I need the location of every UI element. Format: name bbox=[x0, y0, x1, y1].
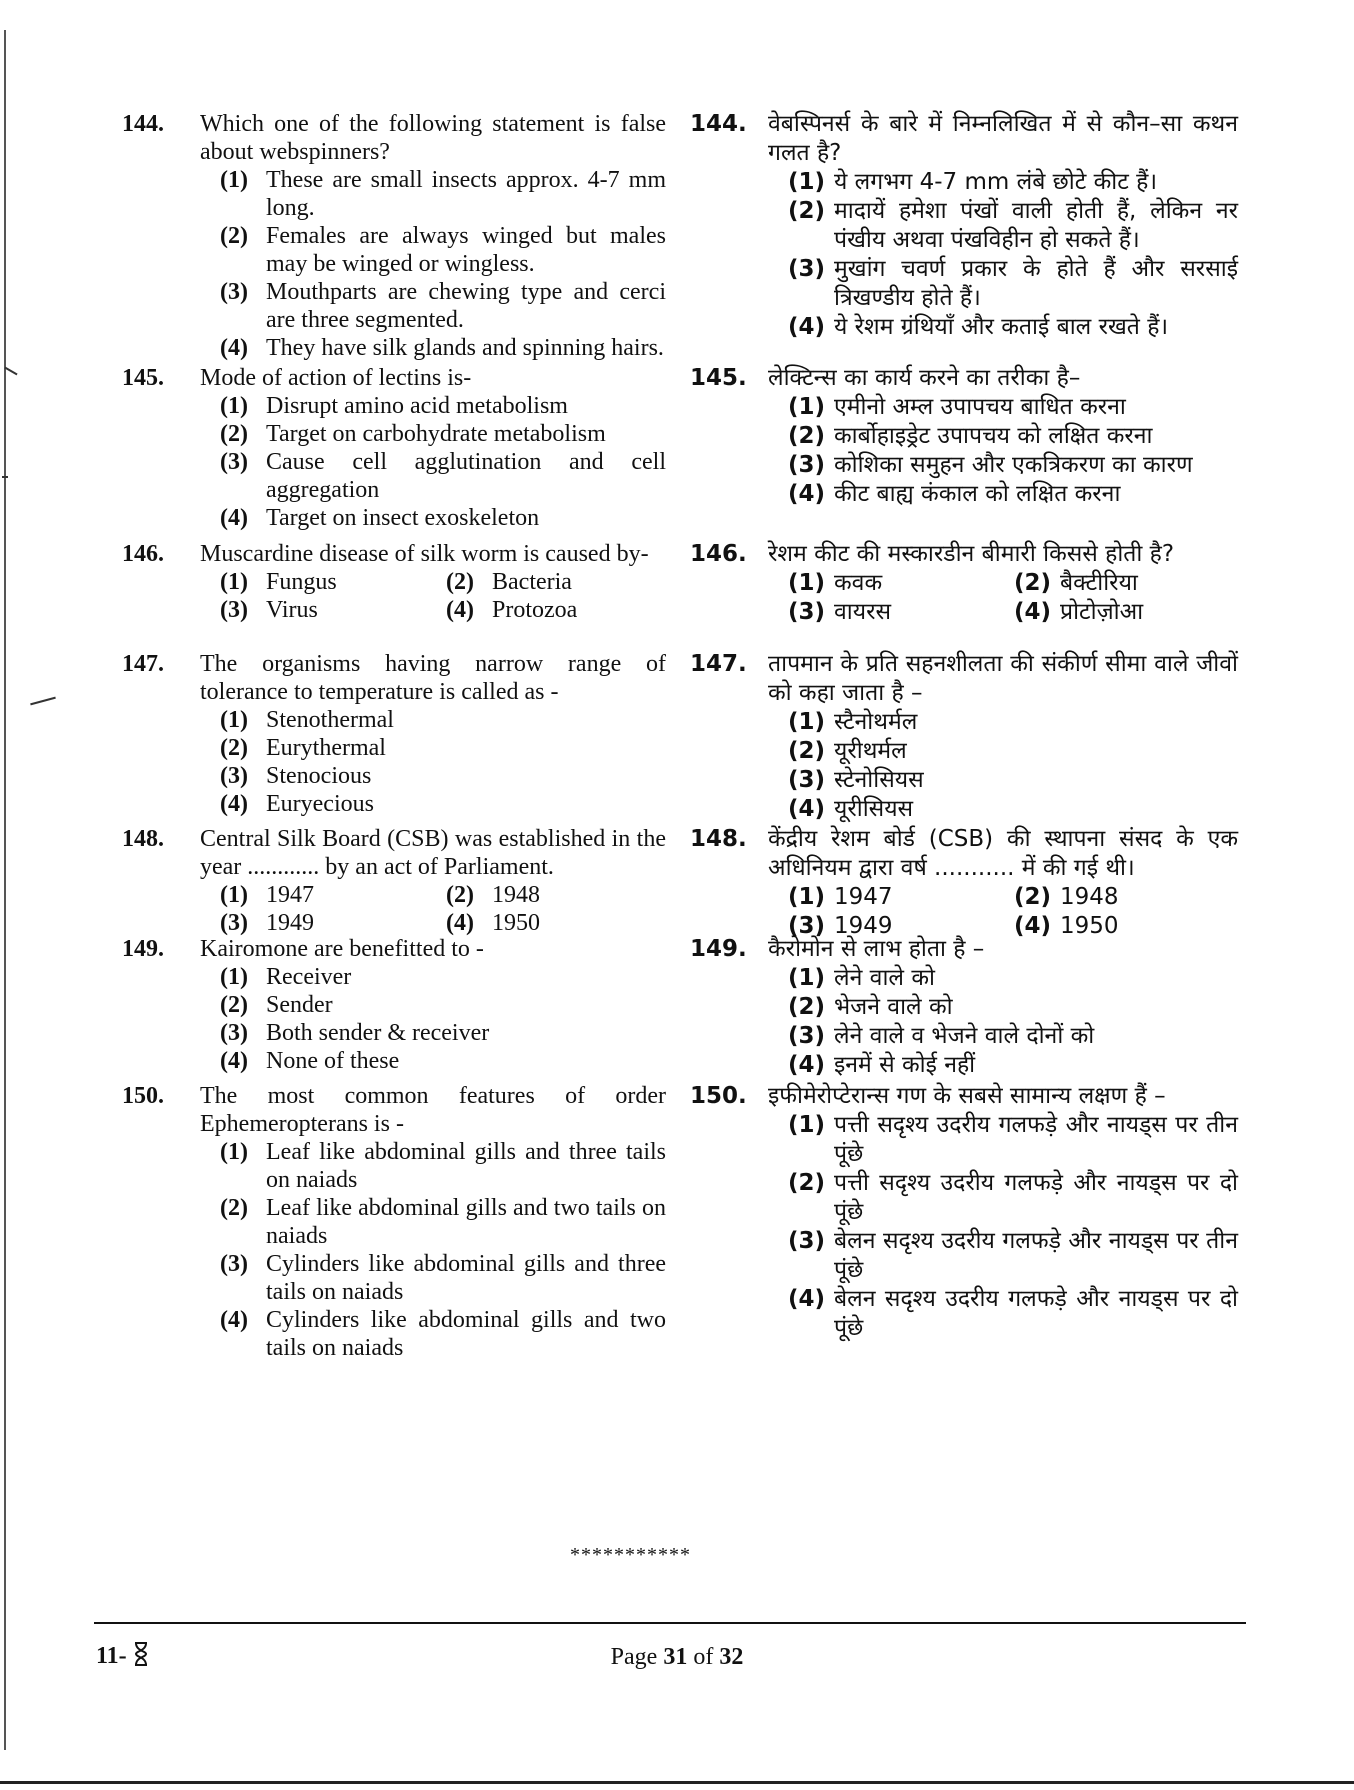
option-text: Virus bbox=[266, 597, 318, 623]
option-number: (2) bbox=[220, 223, 248, 249]
option-4 bbox=[788, 1051, 1238, 1080]
question-149 bbox=[690, 935, 1238, 1080]
question-150 bbox=[690, 1082, 1238, 1343]
option-text: Target on insect exoskeleton bbox=[266, 505, 540, 531]
option-text: Protozoa bbox=[492, 597, 578, 623]
paper-code-text: 11- bbox=[96, 1643, 127, 1669]
option-3 bbox=[220, 762, 666, 790]
question-144 bbox=[690, 110, 1238, 342]
option-text: पत्ती सदृश्य उदरीय गलफड़े और नायड्स पर दो पूंछे bbox=[834, 1170, 1238, 1225]
option-text: Fungus bbox=[266, 569, 337, 595]
option-number: (2) bbox=[788, 198, 826, 224]
question-text: The organisms having narrow range of tolerance to temperature is called as - bbox=[200, 651, 666, 705]
option-text: 1949 bbox=[266, 910, 314, 936]
option-1 bbox=[788, 168, 1238, 197]
option-text: लेने वाले को bbox=[834, 965, 935, 991]
option-2 bbox=[220, 420, 666, 448]
option-2 bbox=[446, 881, 666, 909]
question-text: Central Silk Board (CSB) was established in the year ............ by an act of Parliament. bbox=[200, 826, 666, 880]
question-146 bbox=[690, 540, 1238, 627]
option-text: Cause cell agglutination and cell aggregation bbox=[266, 449, 666, 503]
option-text: 1948 bbox=[1060, 884, 1119, 910]
option-2 bbox=[220, 991, 666, 1019]
options-list bbox=[122, 392, 666, 532]
option-4 bbox=[788, 313, 1238, 342]
option-number: (4) bbox=[788, 314, 826, 340]
options-list bbox=[122, 963, 666, 1075]
options-list bbox=[122, 568, 666, 624]
option-number: (4) bbox=[788, 481, 826, 507]
option-4 bbox=[446, 909, 666, 937]
options-list bbox=[690, 393, 1238, 509]
question-150 bbox=[122, 1082, 666, 1362]
option-1 bbox=[788, 569, 1014, 598]
option-text: भेजने वाले को bbox=[834, 994, 953, 1020]
option-number: (2) bbox=[788, 994, 826, 1020]
option-text: कीट बाह्य कंकाल को लक्षित करना bbox=[834, 481, 1121, 507]
option-text: स्टैनोथर्मल bbox=[834, 709, 918, 735]
option-number: (4) bbox=[220, 1048, 248, 1074]
option-number: (4) bbox=[446, 910, 474, 936]
option-1 bbox=[220, 568, 446, 596]
option-number: (4) bbox=[788, 1286, 826, 1312]
question-text: लेक्टिन्स का कार्य करने का तरीका है– bbox=[768, 365, 1081, 391]
option-number: (2) bbox=[220, 421, 248, 447]
option-text: 1950 bbox=[1060, 913, 1119, 939]
question-number: 148. bbox=[122, 826, 164, 852]
option-2 bbox=[788, 422, 1238, 451]
option-4 bbox=[788, 1285, 1238, 1343]
option-number: (2) bbox=[788, 738, 826, 764]
option-4 bbox=[1014, 598, 1238, 627]
question-text: Mode of action of lectins is- bbox=[200, 365, 472, 391]
question-text: रेशम कीट की मस्कारडीन बीमारी किससे होती है? bbox=[768, 541, 1175, 567]
option-1 bbox=[220, 706, 666, 734]
question-147 bbox=[122, 650, 666, 818]
option-text: 1947 bbox=[266, 882, 314, 908]
option-number: (2) bbox=[1014, 570, 1052, 596]
question-number: 146. bbox=[122, 541, 164, 567]
option-3 bbox=[788, 598, 1014, 627]
option-4 bbox=[220, 1306, 666, 1362]
option-number: (3) bbox=[788, 1023, 826, 1049]
question-number: 145. bbox=[122, 365, 164, 391]
question-number: 149. bbox=[690, 936, 747, 962]
option-number: (1) bbox=[788, 965, 826, 991]
question-text: वेबस्पिनर्स के बारे में निम्नलिखित में से कौन–सा कथन गलत है? bbox=[768, 111, 1238, 166]
option-text: Target on carbohydrate metabolism bbox=[266, 421, 606, 447]
question-text: तापमान के प्रति सहनशीलता की संकीर्ण सीमा वाले जीवों को कहा जाता है – bbox=[768, 651, 1238, 706]
options-list bbox=[690, 964, 1238, 1080]
option-number: (1) bbox=[788, 570, 826, 596]
question-number: 147. bbox=[122, 651, 164, 677]
option-text: Leaf like abdominal gills and three tails on naiads bbox=[266, 1139, 666, 1193]
page-prefix: Page bbox=[610, 1644, 664, 1670]
option-text: 1948 bbox=[492, 882, 540, 908]
question-text: Muscardine disease of silk worm is caused by- bbox=[200, 541, 649, 567]
option-1 bbox=[788, 1111, 1238, 1169]
end-marker: *********** bbox=[570, 1544, 691, 1566]
option-text: कार्बोहाइड्रेट उपापचय को लक्षित करना bbox=[834, 423, 1153, 449]
option-text: Females are always winged but males may be winged or wingless. bbox=[266, 223, 666, 277]
option-number: (4) bbox=[1014, 913, 1052, 939]
option-text: यूरीथर्मल bbox=[834, 738, 907, 764]
option-text: प्रोटोज़ोआ bbox=[1060, 599, 1144, 625]
option-number: (4) bbox=[446, 597, 474, 623]
question-number: 150. bbox=[122, 1083, 164, 1109]
option-number: (4) bbox=[220, 1307, 248, 1333]
option-number: (2) bbox=[1014, 884, 1052, 910]
option-text: 1950 bbox=[492, 910, 540, 936]
question-number: 150. bbox=[690, 1083, 747, 1109]
options-list bbox=[690, 883, 1238, 941]
option-text: कवक bbox=[834, 570, 883, 596]
question-text: कैरोमोन से लाभ होता है – bbox=[768, 936, 985, 962]
question-text: Which one of the following statement is false about webspinners? bbox=[200, 111, 666, 165]
option-text: मादायें हमेशा पंखों वाली होती हैं, लेकिन नर पंखीय अथवा पंखविहीन हो सकते हैं। bbox=[834, 198, 1238, 253]
option-3 bbox=[788, 1022, 1238, 1051]
option-text: None of these bbox=[266, 1048, 400, 1074]
option-number: (4) bbox=[1014, 599, 1052, 625]
option-4 bbox=[220, 790, 666, 818]
option-text: लेने वाले व भेजने वाले दोनों को bbox=[834, 1023, 1095, 1049]
option-3 bbox=[788, 1227, 1238, 1285]
option-number: (2) bbox=[446, 569, 474, 595]
option-text: Cylinders like abdominal gills and two tails on naiads bbox=[266, 1307, 666, 1361]
page-total: 32 bbox=[719, 1644, 744, 1670]
option-2 bbox=[220, 222, 666, 278]
option-number: (2) bbox=[446, 882, 474, 908]
option-text: मुखांग चवर्ण प्रकार के होते हैं और सरसाई त्रिखण्डीय होते हैं। bbox=[834, 256, 1238, 311]
option-number: (2) bbox=[788, 1170, 826, 1196]
option-text: बैक्टीरिया bbox=[1060, 570, 1138, 596]
option-number: (3) bbox=[220, 910, 248, 936]
option-number: (2) bbox=[788, 423, 826, 449]
options-list bbox=[122, 166, 666, 362]
option-2 bbox=[446, 568, 666, 596]
option-text: Eurythermal bbox=[266, 735, 386, 761]
option-number: (1) bbox=[788, 169, 826, 195]
option-text: Cylinders like abdominal gills and three tails on naiads bbox=[266, 1251, 666, 1305]
page-of: of bbox=[687, 1644, 720, 1670]
scan-left-edge bbox=[0, 0, 8, 1790]
options-list bbox=[690, 708, 1238, 824]
option-2 bbox=[788, 197, 1238, 255]
option-text: 1947 bbox=[834, 884, 893, 910]
options-list bbox=[690, 569, 1238, 627]
option-text: बेलन सदृश्य उदरीय गलफड़े और नायड्स पर दो पूंछे bbox=[834, 1286, 1238, 1341]
option-1 bbox=[220, 1138, 666, 1194]
question-number: 149. bbox=[122, 936, 164, 962]
option-text: Disrupt amino acid metabolism bbox=[266, 393, 568, 419]
option-4 bbox=[220, 1047, 666, 1075]
option-number: (3) bbox=[788, 767, 826, 793]
option-1 bbox=[220, 392, 666, 420]
option-text: बेलन सदृश्य उदरीय गलफड़े और नायड्स पर तीन पूंछे bbox=[834, 1228, 1238, 1283]
option-2 bbox=[788, 737, 1238, 766]
option-3 bbox=[220, 448, 666, 504]
question-147 bbox=[690, 650, 1238, 824]
question-148 bbox=[690, 825, 1238, 941]
question-number: 147. bbox=[690, 651, 747, 677]
option-1 bbox=[788, 708, 1238, 737]
option-3 bbox=[220, 278, 666, 334]
option-1 bbox=[788, 393, 1238, 422]
option-text: Euryecious bbox=[266, 791, 374, 817]
option-2 bbox=[788, 993, 1238, 1022]
option-number: (1) bbox=[220, 882, 248, 908]
option-1 bbox=[788, 883, 1014, 912]
option-number: (3) bbox=[220, 597, 248, 623]
option-text: स्टेनोसियस bbox=[834, 767, 924, 793]
option-text: Receiver bbox=[266, 964, 352, 990]
question-text: The most common features of order Ephemeropterans is - bbox=[200, 1083, 666, 1137]
option-number: (1) bbox=[788, 394, 826, 420]
option-number: (1) bbox=[220, 1139, 248, 1165]
option-text: Mouthparts are chewing type and cerci are three segmented. bbox=[266, 279, 666, 333]
option-3 bbox=[220, 1250, 666, 1306]
option-number: (4) bbox=[220, 791, 248, 817]
question-144 bbox=[122, 110, 666, 362]
footer-divider bbox=[94, 1622, 1246, 1624]
option-text: These are small insects approx. 4-7 mm long. bbox=[266, 167, 666, 221]
option-4 bbox=[788, 480, 1238, 509]
option-number: (4) bbox=[220, 335, 248, 361]
option-number: (2) bbox=[220, 992, 248, 1018]
option-2 bbox=[1014, 883, 1238, 912]
option-1 bbox=[220, 166, 666, 222]
option-4 bbox=[220, 334, 666, 362]
option-3 bbox=[788, 451, 1238, 480]
option-number: (3) bbox=[220, 279, 248, 305]
option-4 bbox=[220, 504, 666, 532]
option-number: (4) bbox=[788, 796, 826, 822]
page-number: 31 bbox=[663, 1644, 688, 1670]
option-number: (1) bbox=[220, 707, 248, 733]
option-2 bbox=[220, 734, 666, 762]
scan-mark bbox=[30, 697, 56, 706]
option-number: (1) bbox=[220, 167, 248, 193]
option-text: 1949 bbox=[834, 913, 893, 939]
question-145 bbox=[122, 364, 666, 532]
option-number: (1) bbox=[220, 964, 248, 990]
option-text: वायरस bbox=[834, 599, 892, 625]
option-number: (3) bbox=[788, 256, 826, 282]
option-text: ये रेशम ग्रंथियाँ और कताई बाल रखते हैं। bbox=[834, 314, 1169, 340]
option-text: They have silk glands and spinning hairs. bbox=[266, 335, 664, 361]
question-145 bbox=[690, 364, 1238, 509]
option-text: Stenothermal bbox=[266, 707, 394, 733]
option-number: (3) bbox=[788, 913, 826, 939]
option-number: (2) bbox=[220, 1195, 248, 1221]
question-text: इफीमेरोप्टेरान्स गण के सबसे सामान्य लक्षण हैं – bbox=[768, 1083, 1166, 1109]
option-3 bbox=[788, 766, 1238, 795]
question-number: 148. bbox=[690, 826, 747, 852]
question-number: 146. bbox=[690, 541, 747, 567]
option-3 bbox=[220, 909, 446, 937]
option-text: Stenocious bbox=[266, 763, 372, 789]
scan-bottom-edge bbox=[0, 1781, 1354, 1784]
option-3 bbox=[220, 596, 446, 624]
option-text: Both sender & receiver bbox=[266, 1020, 490, 1046]
option-text: कोशिका समुहन और एकत्रिकरण का कारण bbox=[834, 452, 1193, 478]
option-number: (3) bbox=[788, 1228, 826, 1254]
option-4 bbox=[446, 596, 666, 624]
option-number: (2) bbox=[220, 735, 248, 761]
question-text: Kairomone are benefitted to - bbox=[200, 936, 484, 962]
option-text: इनमें से कोई नहीं bbox=[834, 1052, 976, 1078]
options-list bbox=[122, 1138, 666, 1362]
option-number: (1) bbox=[220, 569, 248, 595]
option-1 bbox=[220, 963, 666, 991]
question-number: 145. bbox=[690, 365, 747, 391]
option-number: (3) bbox=[220, 449, 248, 475]
option-number: (3) bbox=[788, 452, 826, 478]
option-4 bbox=[788, 795, 1238, 824]
option-1 bbox=[788, 964, 1238, 993]
option-number: (1) bbox=[788, 1112, 826, 1138]
options-list bbox=[690, 1111, 1238, 1343]
option-number: (1) bbox=[220, 393, 248, 419]
question-number: 144. bbox=[690, 111, 747, 137]
option-text: Leaf like abdominal gills and two tails on naiads bbox=[266, 1195, 666, 1249]
option-1 bbox=[220, 881, 446, 909]
options-list bbox=[690, 168, 1238, 342]
options-list bbox=[122, 706, 666, 818]
option-number: (3) bbox=[788, 599, 826, 625]
question-148 bbox=[122, 825, 666, 937]
option-text: यूरीसियस bbox=[834, 796, 914, 822]
option-number: (1) bbox=[788, 709, 826, 735]
question-149 bbox=[122, 935, 666, 1075]
question-text: केंद्रीय रेशम बोर्ड (CSB) की स्थापना संसद के एक अधिनियम द्वारा वर्ष ........... में की गई थी। bbox=[768, 826, 1238, 881]
option-2 bbox=[788, 1169, 1238, 1227]
option-2 bbox=[220, 1194, 666, 1250]
option-number: (1) bbox=[788, 884, 826, 910]
option-text: एमीनो अम्ल उपापचय बाधित करना bbox=[834, 394, 1126, 420]
options-list bbox=[122, 881, 666, 937]
option-number: (4) bbox=[220, 505, 248, 531]
option-number: (4) bbox=[788, 1052, 826, 1078]
option-3 bbox=[788, 255, 1238, 313]
question-number: 144. bbox=[122, 111, 164, 137]
option-text: Bacteria bbox=[492, 569, 572, 595]
option-number: (3) bbox=[220, 763, 248, 789]
option-3 bbox=[220, 1019, 666, 1047]
scan-mark bbox=[2, 476, 8, 478]
option-2 bbox=[1014, 569, 1238, 598]
page-indicator bbox=[0, 1644, 1354, 1671]
option-text: ये लगभग 4-7 mm लंबे छोटे कीट हैं। bbox=[834, 169, 1158, 195]
question-146 bbox=[122, 540, 666, 624]
option-number: (3) bbox=[220, 1251, 248, 1277]
option-number: (3) bbox=[220, 1020, 248, 1046]
option-text: पत्ती सदृश्य उदरीय गलफड़े और नायड्स पर तीन पूंछे bbox=[834, 1112, 1238, 1167]
option-text: Sender bbox=[266, 992, 333, 1018]
